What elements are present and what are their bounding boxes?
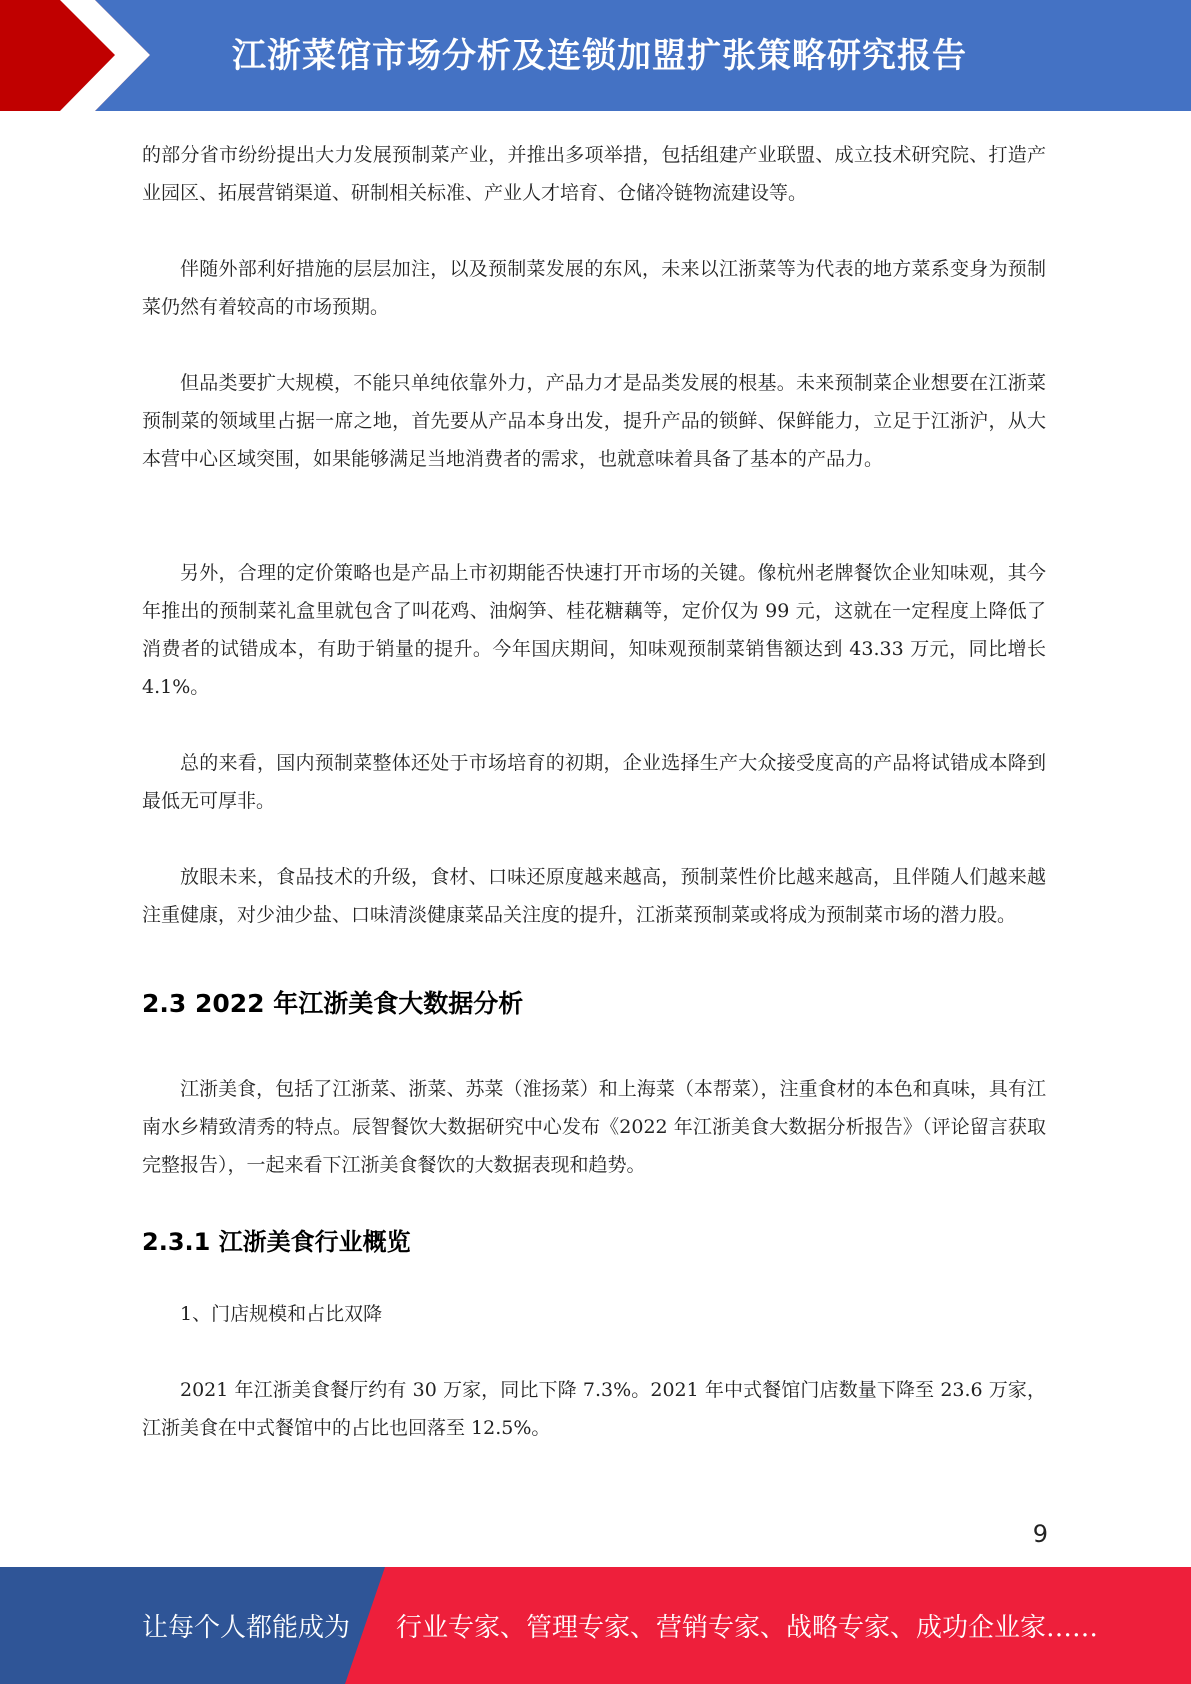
paragraph: 江浙美食，包括了江浙菜、浙菜、苏菜（淮扬菜）和上海菜（本帮菜），注重食材的本色和真味，具有江南水乡精致清秀的特点。辰智餐饮大数据研究中心发布《2022 年江浙美食大数据分析报告》（评论留言获取完整报告），一起来看下江浙美食餐饮的大数据表现和趋势。 (142, 1078, 1046, 1176)
paragraph: 放眼未来，食品技术的升级，食材、口味还原度越来越高，预制菜性价比越来越高，且伴随人们越来越注重健康，对少油少盐、口味清淡健康菜品关注度的提升，江浙菜预制菜或将成为预制菜市场的潜力股。 (142, 866, 1046, 926)
page-content (142, 136, 1046, 1447)
page-header (0, 0, 1191, 111)
paragraph: 2021 年江浙美食餐厅约有 30 万家，同比下降 7.3%。2021 年中式餐馆门店数量下降至 23.6 万家，江浙美食在中式餐馆中的占比也回落至 12.5%。 (142, 1379, 1046, 1439)
paragraph: 伴随外部利好措施的层层加注，以及预制菜发展的东风，未来以江浙菜等为代表的地方菜系变身为预制菜仍然有着较高的市场预期。 (142, 258, 1046, 318)
footer-slogan-right: 行业专家、管理专家、营销专家、战略专家、成功企业家…… (396, 1613, 1099, 1643)
subsection-heading: 2.3.1 江浙美食行业概览 (142, 1228, 411, 1256)
header-red-arrow-decoration (0, 0, 150, 111)
page-number: 9 (1032, 1520, 1048, 1548)
page-footer (0, 1567, 1191, 1684)
paragraph: 另外，合理的定价策略也是产品上市初期能否快速打开市场的关键。像杭州老牌餐饮企业知味观，其今年推出的预制菜礼盒里就包含了叫花鸡、油焖笋、桂花糖藕等，定价仅为 99 元，这就在一定程度上降低了消费者的试错成本，有助于销量的提升。今年国庆期间，知味观预制菜销售额达到 43.33 万元，同比增长 4.1%。 (142, 562, 1046, 698)
paragraph: 但品类要扩大规模，不能只单纯依靠外力，产品力才是品类发展的根基。未来预制菜企业想要在江浙菜预制菜的领域里占据一席之地，首先要从产品本身出发，提升产品的锁鲜、保鲜能力，立足于江浙沪，从大本营中心区域突围，如果能够满足当地消费者的需求，也就意味着具备了基本的产品力。 (142, 372, 1046, 470)
paragraph: 的部分省市纷纷提出大力发展预制菜产业，并推出多项举措，包括组建产业联盟、成立技术研究院、打造产业园区、拓展营销渠道、研制相关标准、产业人才培育、仓储冷链物流建设等。 (142, 144, 1046, 204)
footer-slogan-left: 让每个人都能成为 (142, 1613, 351, 1643)
list-heading: 1、门店规模和占比双降 (180, 1303, 383, 1325)
section-heading: 2.3 2022 年江浙美食大数据分析 (142, 989, 524, 1018)
report-title: 江浙菜馆市场分析及连锁加盟扩张策略研究报告 (232, 36, 967, 76)
paragraph: 总的来看，国内预制菜整体还处于市场培育的初期，企业选择生产大众接受度高的产品将试错成本降到最低无可厚非。 (142, 752, 1046, 812)
